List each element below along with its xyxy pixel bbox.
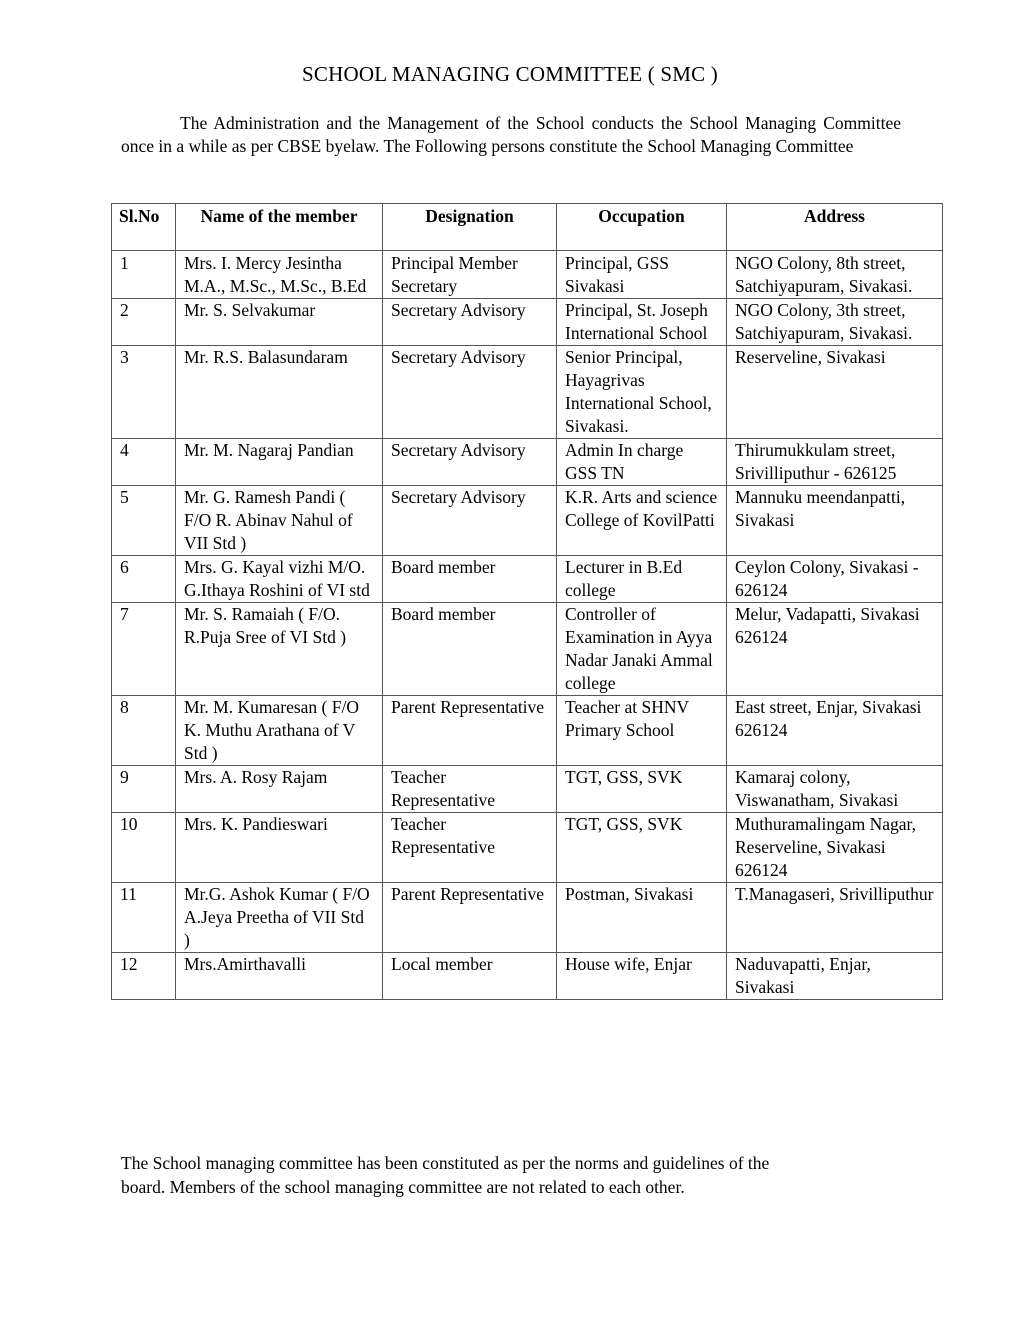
cell-designation: Board member [383, 556, 557, 603]
cell-member-name: Mr.G. Ashok Kumar ( F/O A.Jeya Preetha of VII Std ) [176, 883, 383, 953]
cell-address: Reserveline, Sivakasi [727, 346, 943, 439]
cell-address: Kamaraj colony, Viswanatham, Sivakasi [727, 766, 943, 813]
cell-member-name: Mr. S. Ramaiah ( F/O. R.Puja Sree of VI Std ) [176, 603, 383, 696]
table-header [112, 204, 943, 251]
table-row [112, 813, 943, 883]
cell-designation: Principal Member Secretary [383, 251, 557, 299]
cell-occupation: Principal, GSS Sivakasi [557, 251, 727, 299]
table-body [112, 251, 943, 1000]
cell-address: NGO Colony, 3th street, Satchiyapuram, Sivakasi. [727, 299, 943, 346]
cell-sl-no: 2 [112, 299, 176, 346]
table-row [112, 696, 943, 766]
cell-member-name: Mrs. A. Rosy Rajam [176, 766, 383, 813]
header-address: Address [727, 204, 943, 251]
cell-occupation: TGT, GSS, SVK [557, 766, 727, 813]
cell-sl-no: 12 [112, 953, 176, 1000]
table-row [112, 346, 943, 439]
header-row [112, 204, 943, 251]
cell-address: Mannuku meendanpatti, Sivakasi [727, 486, 943, 556]
cell-sl-no: 3 [112, 346, 176, 439]
cell-address: Melur, Vadapatti, Sivakasi 626124 [727, 603, 943, 696]
footer-line-1: The School managing committee has been constituted as per the norms and guidelines of the [121, 1153, 770, 1173]
cell-occupation: Senior Principal, Hayagrivas International School, Sivakasi. [557, 346, 727, 439]
cell-designation: Secretary Advisory [383, 486, 557, 556]
table-row [112, 439, 943, 486]
cell-member-name: Mrs. K. Pandieswari [176, 813, 383, 883]
cell-occupation: K.R. Arts and science College of KovilPatti [557, 486, 727, 556]
committee-table [111, 203, 943, 1000]
cell-member-name: Mr. M. Kumaresan ( F/O K. Muthu Arathana of V Std ) [176, 696, 383, 766]
intro-paragraph: The Administration and the Management of the School conducts the School Managing Committee once in a while as per CBSE byelaw. The Following persons constitute the School Managing Committee [121, 113, 901, 156]
table-row [112, 603, 943, 696]
cell-member-name: Mrs.Amirthavalli [176, 953, 383, 1000]
cell-sl-no: 5 [112, 486, 176, 556]
cell-designation: Local member [383, 953, 557, 1000]
table-row [112, 556, 943, 603]
cell-designation: Secretary Advisory [383, 299, 557, 346]
cell-address: NGO Colony, 8th street, Satchiyapuram, Sivakasi. [727, 251, 943, 299]
cell-designation: Secretary Advisory [383, 346, 557, 439]
footer-note [121, 1151, 901, 1199]
table-row [112, 953, 943, 1000]
cell-designation: Parent Representative [383, 696, 557, 766]
header-sl-no: Sl.No [112, 204, 176, 251]
footer-line-2: board. Members of the school managing committee are not related to each other. [121, 1177, 685, 1197]
header-occupation: Occupation [557, 204, 727, 251]
header-name: Name of the member [176, 204, 383, 251]
cell-member-name: Mr. M. Nagaraj Pandian [176, 439, 383, 486]
header-designation: Designation [383, 204, 557, 251]
table-row [112, 486, 943, 556]
cell-sl-no: 9 [112, 766, 176, 813]
cell-occupation: Postman, Sivakasi [557, 883, 727, 953]
cell-sl-no: 11 [112, 883, 176, 953]
page-title: SCHOOL MANAGING COMMITTEE ( SMC ) [302, 62, 718, 86]
cell-occupation: Controller of Examination in Ayya Nadar Janaki Ammal college [557, 603, 727, 696]
cell-address: Ceylon Colony, Sivakasi - 626124 [727, 556, 943, 603]
cell-sl-no: 1 [112, 251, 176, 299]
cell-member-name: Mr. R.S. Balasundaram [176, 346, 383, 439]
cell-designation: Parent Representative [383, 883, 557, 953]
cell-address: East street, Enjar, Sivakasi 626124 [727, 696, 943, 766]
cell-address: Naduvapatti, Enjar, Sivakasi [727, 953, 943, 1000]
table-row [112, 766, 943, 813]
cell-address: T.Managaseri, Srivilliputhur [727, 883, 943, 953]
table-row [112, 883, 943, 953]
cell-occupation: House wife, Enjar [557, 953, 727, 1000]
cell-occupation: Principal, St. Joseph International School [557, 299, 727, 346]
cell-member-name: Mrs. G. Kayal vizhi M/O. G.Ithaya Roshini of VI std [176, 556, 383, 603]
cell-address: Muthuramalingam Nagar, Reserveline, Sivakasi 626124 [727, 813, 943, 883]
cell-member-name: Mr. G. Ramesh Pandi ( F/O R. Abinav Nahul of VII Std ) [176, 486, 383, 556]
cell-designation: Teacher Representative [383, 813, 557, 883]
cell-designation: Board member [383, 603, 557, 696]
table-row [112, 251, 943, 299]
cell-sl-no: 6 [112, 556, 176, 603]
cell-sl-no: 8 [112, 696, 176, 766]
cell-sl-no: 10 [112, 813, 176, 883]
cell-address: Thirumukkulam street, Srivilliputhur - 626125 [727, 439, 943, 486]
cell-sl-no: 4 [112, 439, 176, 486]
cell-occupation: TGT, GSS, SVK [557, 813, 727, 883]
cell-member-name: Mr. S. Selvakumar [176, 299, 383, 346]
cell-designation: Secretary Advisory [383, 439, 557, 486]
cell-occupation: Lecturer in B.Ed college [557, 556, 727, 603]
cell-designation: Teacher Representative [383, 766, 557, 813]
cell-occupation: Teacher at SHNV Primary School [557, 696, 727, 766]
table-row [112, 299, 943, 346]
cell-member-name: Mrs. I. Mercy Jesintha M.A., M.Sc., M.Sc., B.Ed [176, 251, 383, 299]
cell-sl-no: 7 [112, 603, 176, 696]
cell-occupation: Admin In charge GSS TN [557, 439, 727, 486]
